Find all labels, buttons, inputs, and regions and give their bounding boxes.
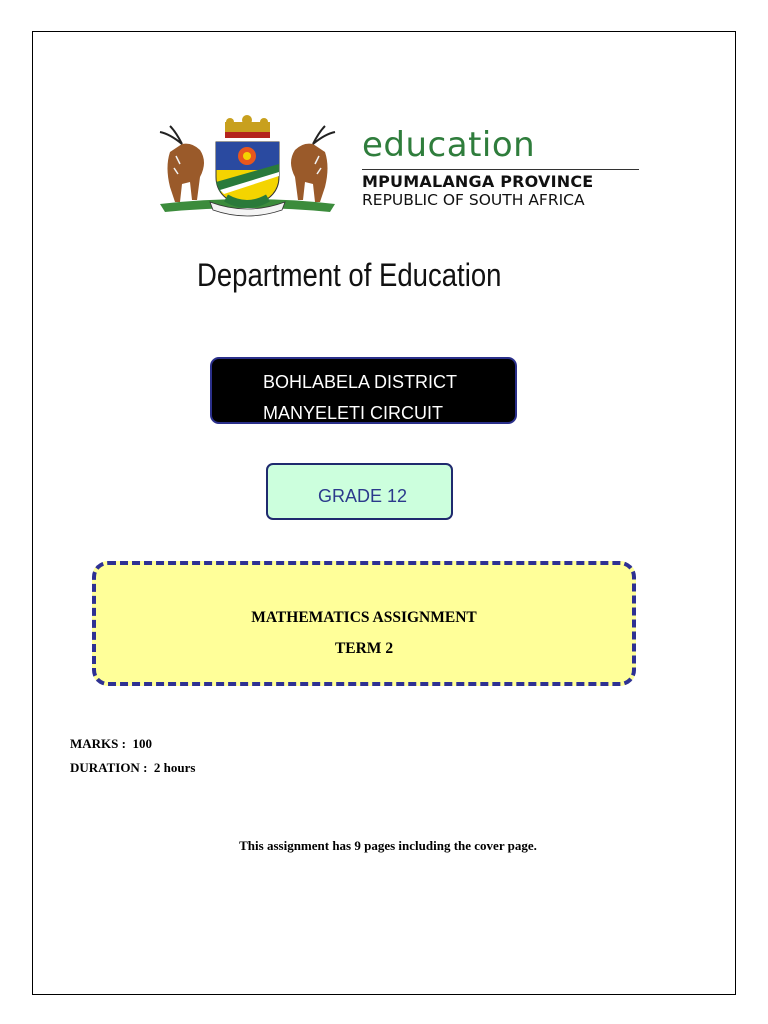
department-title: Department of Education [197, 257, 502, 293]
grade-box [266, 463, 453, 520]
wordmark-divider [362, 169, 639, 170]
assignment-term: TERM 2 [334, 640, 394, 657]
assignment-title: MATHEMATICS ASSIGNMENT [251, 609, 477, 626]
coat-of-arms-logo [140, 112, 355, 217]
duration-text: DURATION : 2 hours [70, 760, 196, 775]
district-box [210, 357, 517, 424]
grade-label: GRADE 12 [318, 486, 408, 506]
assignment-box [92, 561, 636, 686]
district-name: BOHLABELA DISTRICT [263, 372, 458, 392]
province-name: MPUMALANGA PROVINCE [362, 172, 594, 191]
circuit-name: MANYELETI CIRCUIT [263, 403, 444, 423]
page-count-note: This assignment has 9 pages including the cover page. [239, 838, 537, 853]
education-wordmark: education [362, 125, 536, 165]
country-name: REPUBLIC OF SOUTH AFRICA [362, 191, 585, 209]
marks-text: MARKS : 100 [70, 736, 152, 751]
